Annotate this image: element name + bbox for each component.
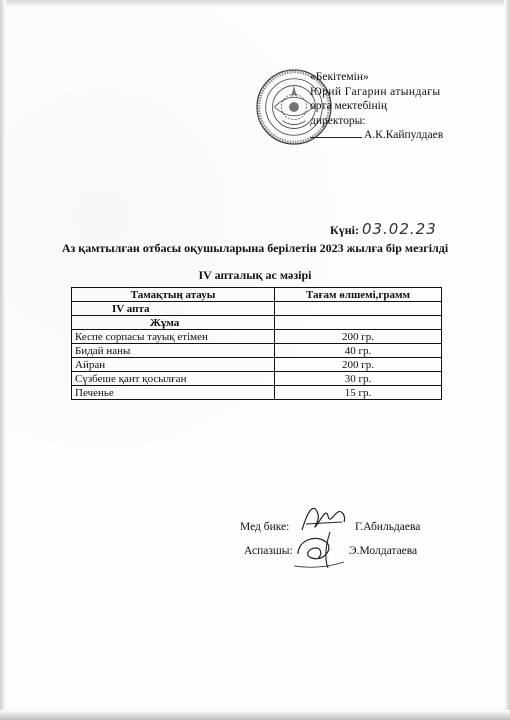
dish-name: Печенье xyxy=(72,386,275,400)
date-value: 03.02.23 xyxy=(361,220,437,238)
week-label: IV апта xyxy=(72,302,275,316)
day-row xyxy=(72,316,442,330)
dish-amount: 40 гр. xyxy=(275,344,442,358)
table-header-row xyxy=(72,288,442,302)
dish-amount: 30 гр. xyxy=(275,372,442,386)
cook-name: Э.Молдатаева xyxy=(349,545,418,557)
dish-name: Сүзбеше қант қосылған xyxy=(72,372,275,386)
nurse-name-wrap xyxy=(355,521,420,533)
cook-handwritten-signature-icon xyxy=(292,528,348,572)
document-subtitle: IV апталық ас мәзірі xyxy=(198,268,312,282)
table-row xyxy=(72,344,442,358)
menu-table xyxy=(71,287,442,400)
header-dish-name: Тамақтың атауы xyxy=(72,288,275,302)
header-portion-size: Тағам өлшемі,грамм xyxy=(275,288,442,302)
scan-edge-bottom xyxy=(0,710,510,720)
nurse-name: Г.Абильдаева xyxy=(355,521,421,533)
dish-amount: 200 гр. xyxy=(275,358,442,372)
director-name: А.К.Кайпулдаев xyxy=(364,129,444,141)
approval-title: «Бекітемін» xyxy=(310,71,369,83)
date-row xyxy=(330,220,437,238)
table-row xyxy=(72,386,442,400)
dish-name: Бидай наны xyxy=(72,344,275,358)
dish-amount: 15 гр. xyxy=(275,386,442,400)
approval-signature-row xyxy=(310,128,443,143)
nurse-label: Мед бике: xyxy=(240,521,290,533)
dish-name: Кеспе сорпасы тауық етімен xyxy=(72,330,275,344)
date-label: Күні: xyxy=(330,223,359,237)
cook-signature-row xyxy=(244,545,293,557)
nurse-signature-row xyxy=(240,521,289,533)
cook-name-wrap xyxy=(349,545,417,557)
scan-edge-left xyxy=(0,0,6,720)
table-row xyxy=(72,372,442,386)
document-title: Аз қамтылған отбасы оқушыларына берілетін 2023 жылға бір мезгілді xyxy=(61,241,449,255)
week-empty-cell xyxy=(275,302,442,316)
approval-position: директоры: xyxy=(310,114,366,127)
approval-school-line: Юрий Гагарин атындағы xyxy=(310,85,441,98)
dish-amount: 200 гр. xyxy=(275,330,442,344)
scan-edge-right xyxy=(504,0,510,720)
table-row xyxy=(72,330,442,344)
cook-label: Аспазшы: xyxy=(244,545,293,557)
day-label: Жұма xyxy=(72,316,275,330)
day-empty-cell xyxy=(275,316,442,330)
dish-name: Айран xyxy=(72,358,275,372)
approval-school-type: орта мектебінің xyxy=(310,100,387,112)
approval-block xyxy=(310,70,443,143)
table-row xyxy=(72,358,442,372)
week-row xyxy=(72,302,442,316)
scan-edge-top xyxy=(0,0,510,8)
approval-signature-line xyxy=(310,137,362,138)
